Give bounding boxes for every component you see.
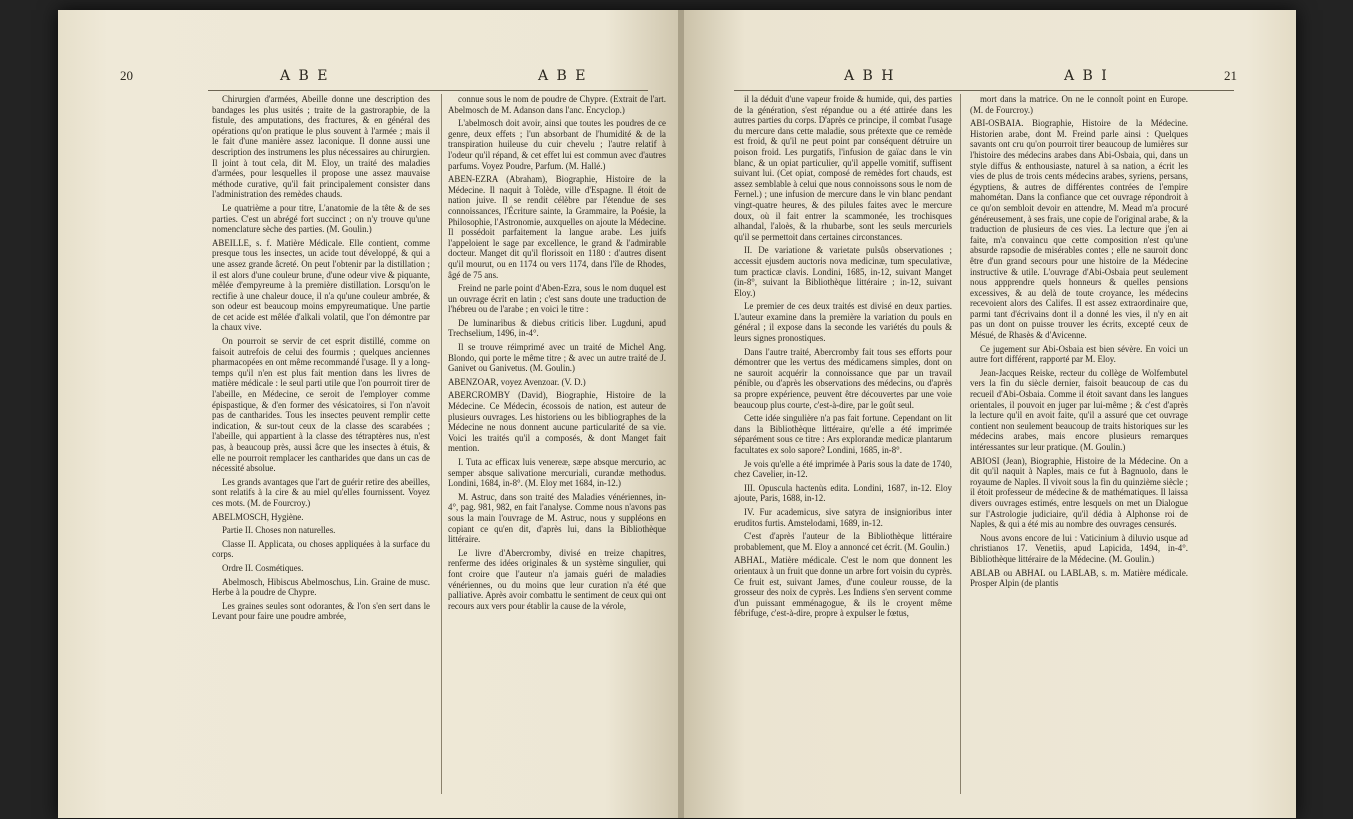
right-page-number: 21 <box>1224 68 1237 83</box>
right-page <box>684 10 1296 818</box>
right-running-head-1: A B H <box>844 68 896 84</box>
left-column-1 <box>212 94 430 804</box>
paragraph: Jean-Jacques Reiske, recteur du collège de Wolfembutel vers la fin du siècle dernier, faisoit beaucoup de cas du recueil d'Abi-Osbaia. Comme il étoit savant dans les langues orientales, il pouvoit en juger par lui-même ; & c'est d'après la lecture qu'il en avoit faite, qu'il a assuré que cet ouvrage contient non seulement beaucoup de traits historiques sur les médecins arabes, mais encore plusieurs remarques intéressantes sur leur pratique. (M. Goulin.) <box>970 367 1188 452</box>
paragraph: Ordre II. Cosmétiques. <box>222 562 304 573</box>
paragraph: Dans l'autre traité, Abercromby fait tous ses efforts pour démontrer que les vertus des médicamens simples, dont on ne sauroit acquérir la connoissance que par un travail pénible, ou d'après les observations des médecins, ou d'après sa propre expérience, peuvent être découvertes par une voie beaucoup plus courte, c'est-à-dire, par le goût seul. <box>734 346 952 410</box>
paragraph: ABEN-EZRA (Abraham), Biographie, Histoire de la Médecine. Il naquit à Tolède, ville d'Espagne. Il étoit de nation juive. Il se rendit célèbre par l'étendue de ses connoissances, l'Écriture sainte, la Grammaire, la Poésie, la Philosophie, l'Astronomie, auxquelles on ajoute la Médecine. Il possédoit parfaitement la langue arabe. Les juifs l'appeloient le sage par excellence, le grand & l'admirable docteur. Manget dit qu'il florissoit en 1180 : d'autres disent qu'il mourut, ou en 1174 ou vers 1174, dans l'île de Rhodes, âgé de 75 ans. <box>448 174 666 280</box>
paragraph: IV. Fur academicus, sive satyra de insignioribus inter eruditos furtis. Amstelodami, 1689, in-12. <box>734 506 952 528</box>
paragraph: ABI-OSBAIA. Biographie, Histoire de la Médecine. Historien arabe, dont M. Freind parle ainsi : Quelques savants ont cru qu'on pourroit tirer beaucoup de lumières sur l'histoire des médecins arabes dans Abi-Osbaia, qui, dans un style diffus & enthousiaste, naturel à sa nation, a écrit les vies de plus de trois cents médecins arabes, syriens, persans, égyptiens, & autres de différentes contrées de l'empire mahométan. Dans la confiance que cet ouvrage répondroit à ce qu'on sembloit devoir en attendre, M. Mead m'a procuré généreusement, à ses frais, une copie de l'original arabe, & la traduction de plusieurs de ces vies. La lecture que j'en ai faite, m'a convaincu que cette composition n'est qu'une absurde rapsodie de misérables contes ; elle ne sauroit donc être d'un grand secours pour une histoire de la Médecine instructive & utile. L'ouvrage d'Abi-Osbaia peut seulement nous appprendre quels honneurs & quelles pensions excessives, & au delà de toute croyance, les médecins recevoient alors des Califes. Il est assez extraordinaire que, parmi tant d'écrivains dont il a donné les vies, il n'y en ait pas un dont on puisse trouver les écrits, excepté ceux de Mésué, de Rhasès & d'Avicenne. <box>970 118 1188 341</box>
paragraph: Classe II. Applicata, ou choses appliquées à la surface du corps. <box>212 538 430 560</box>
left-page <box>58 10 680 818</box>
paragraph: mort dans la matrice. On ne le connoît point en Europe. (M. de Fourcroy.) <box>970 94 1188 115</box>
paragraph: Ce jugement sur Abi-Osbaia est bien sévère. En voici un autre fort différent, rapporté par M. Eloy. <box>970 343 1188 365</box>
left-running-head-1: A B E <box>280 68 330 84</box>
paragraph: C'est d'après l'auteur de la Bibliothèque littéraire probablement, que M. Eloy a annoncé cet écrit. (M. Goulin.) <box>734 531 952 552</box>
paragraph: ABELMOSCH, Hygiène. <box>212 511 304 522</box>
right-column-1 <box>734 94 952 804</box>
left-column-2 <box>448 94 666 804</box>
column-divider <box>960 94 961 794</box>
paragraph: Chirurgien d'armées, Abeille donne une description des bandages les plus usités ; traite de la gastrorapbie, de la fistule, des amputations, des fractures, & en général des opérations qu'on pratique le plus souvent à l'armée ; mais il le fait d'une manière assez laconique. Il donne aussi une description des instrumens les plus nécessaires au chirurgien. Il joint à tout cela, dit M. Eloy, un traité des maladies d'armées, pour lesquelles il propose une assez mauvaise méthode curative, qu'il fait principalement consister dans l'administration des remèdes chauds. <box>212 94 430 200</box>
paragraph: connue sous le nom de poudre de Chypre. (Extrait de l'art. Abelmosch de M. Adanson dans l'anc. Encyclop.) <box>448 94 666 115</box>
paragraph: III. Opuscula hactenùs edita. Londini, 1687, in-12. Eloy ajoute, Paris, 1688, in-12. <box>734 482 952 504</box>
paragraph: Il se trouve réimprimé avec un traité de Michel Ang. Blondo, qui porte le même titre ; & avec un autre traité de J. Ganivet ou Ganivetus. (M. Goulin.) <box>448 342 666 374</box>
left-page-number: 20 <box>120 68 133 83</box>
paragraph: ABLAB ou ABHAL ou LABLAB, s. m. Matière médicale. Prosper Alpin (de plantis <box>970 567 1188 589</box>
paragraph: Le livre d'Abercromby, divisé en treize chapitres, renferme des idées originales & un système singulier, qui font croire que l'auteur n'a jamais guéri de maladies vénériennes, ou du moins que leur curation n'a été que palliative. Après avoir combattu le sentiment de ceux qui ont recours aux vers pour établir la cause de la vérole, <box>448 547 666 611</box>
paragraph: Les grands avantages que l'art de guérir retire des abeilles, sont relatifs à la cire & au miel qu'elles fournissent. Voyez ces mots. (M. de Fourcroy.) <box>212 476 430 508</box>
paragraph: ABEILLE, s. f. Matière Médicale. Elle contient, comme presque tous les insectes, un acide tout développé, & qui a une assez grande âcreté. On peut l'obtenir par la distillation ; il est alors d'une couleur brune, d'une odeur vive & piquante, mêlée d'empyreume à la première distillation. Lorsqu'on le rectifie à une chaleur douce, il n'a qu'une couleur ambrée, & son odeur est beaucoup moins empyreumatique. Une partie de cet acide est mêlée d'alkali volatil, que l'on démontre par la chaux vive. <box>212 237 430 333</box>
paragraph: Nous avons encore de lui : Vaticinium à diluvio usque ad christianos 17. Venetiis, apud Lapicida, 1494, in-4°. Bibliothèque littéraire de la Médecine. (M. Goulin.) <box>970 532 1188 564</box>
open-book-scan <box>58 10 1296 818</box>
paragraph: On pourroit se servir de cet esprit distillé, comme on faisoit autrefois de celui des fourmis ; quelques anciennes pharmacopées en ont même recommandé l'usage. Il y a long-temps qu'il n'en est plus fait mention dans les livres de matière médicale : le seul parti utile que l'on pourroit tirer de l'abeille, en Médecine, ce seroit de l'employer comme épispastique, & d'en former des vésicatoires, si l'on n'avoit pas de cantharides. Tous les insectes peuvent remplir cette indication, & sur-tout ceux de la classe des scarabées ; l'abeille, qui appartient à la classe des tétraptères nus, n'est pas, à beaucoup près, aussi âcre que les insectes à étuis, & elle ne pourroit remplacer les cantharides que dans un cas de nécessité absolue. <box>212 336 430 474</box>
paragraph: ABIOSI (Jean), Biographie, Histoire de la Médecine. On a dit qu'il naquit à Naples, mais ce fut à Bagnuolo, dans le royaume de Naples. Il vivoit sous la fin du quinzième siècle ; il étoit professeur de médecine & de mathématiques. Il laissa divers ouvrages estimés, entre lesquels on met un Dialogue sur l'Astrologie judiciaire, qu'il dédia à Alphonse roi de Naples, & qui a été mis au nombre des ouvrages censurés. <box>970 455 1188 530</box>
paragraph: II. De variatione & varietate pulsûs observationes ; accessit ejusdem auctoris nova medicinæ, tum speculativæ, tum practicæ clavis. Londini, 1685, in-12, suivant Manget (in-8°, suivant la Bibliothèque littéraire ; in-12, suivant Eloy.) <box>734 245 952 298</box>
paragraph: I. Tuta ac efficax luis venereæ, sæpe absque mercurio, ac semper absque salivatione mercuriali, curandæ methodus. Londini, 1684, in-8°. (M. Eloy met 1684, in-12.) <box>448 457 666 489</box>
left-running-head-2: A B E <box>538 68 588 84</box>
paragraph: ABERCROMBY (David), Biographie, Histoire de la Médecine. Ce Médecin, écossois de nation, est auteur de plusieurs ouvrages. Les historiens ou les bibliographes de la Médecine ne nous donnent aucune particularité de sa vie. Voici les traités qu'il a composés, & dont Manget fait mention. <box>448 390 666 454</box>
paragraph: M. Astruc, dans son traité des Maladies vénériennes, in-4°, pag. 981, 982, en fait l'analyse. Comme nous n'avons pas sous la main l'ouvrage de M. Astruc, nous y suppléons en copiant ce qu'en dit, d'après lui, dans la Bibliothèque littéraire. <box>448 491 666 545</box>
column-divider <box>441 94 442 794</box>
paragraph: ABENZOAR, voyez Avenzoar. (V. D.) <box>448 376 586 387</box>
right-column-2 <box>970 94 1188 804</box>
paragraph: Partie II. Choses non naturelles. <box>222 525 336 536</box>
paragraph: Le quatrième a pour titre, L'anatomie de la tête & de ses parties. C'est un abrégé fort succinct ; on n'y trouve qu'une nomenclature sèche des parties. (M. Goulin.) <box>212 202 430 235</box>
paragraph: Je vois qu'elle a été imprimée à Paris sous la date de 1740, chez Cavelier, in-12. <box>734 458 952 480</box>
paragraph: Freind ne parle point d'Aben-Ezra, sous le nom duquel est un ouvrage écrit en latin ; c'est sans doute une traduction de l'hébreu ou de l'arabe ; en voici le titre : <box>448 283 666 315</box>
paragraph: L'abelmosch doit avoir, ainsi que toutes les poudres de ce genre, deux effets ; l'un absorbant de l'humidité & de la transpiration huileuse du cuir chevelu ; l'autre relatif à l'odeur qu'il répand, & cet effet lui est commun avec d'autres parfums. Voyez Poudre, Parfum. (M. Hallé.) <box>448 118 666 171</box>
paragraph: il la déduit d'une vapeur froide & humide, qui, des parties de la génération, s'est répandue ou a été attirée dans les autres parties du corps. D'après ce principe, il combat l'usage du mercure dans cette maladie, sous prétexte que ce remède est froid, & qu'il ne peut point par conséquent détruire un poison froid. Les purgatifs, l'infusion de gaïac dans le vin blanc, & un opiat particulier, qu'il appelle vomitif, suffisent suivant lui. (Cet opiat, composé de remèdes fort chauds, est assez semblable à celui que nous connoissons sous le nom de Fernel.) ; une infusion de mercure dans le vin blanc pendant vingt-quatre heures, & des pilules faites avec le mercure doux, où il fait entrer la scammonée, les trochisques alhandal, l'aloès, & la rhubarbe, sont les seuls mercuriels qu'il se permettoit dans certaines circonstances. <box>734 94 952 242</box>
header-rule <box>208 90 648 91</box>
paragraph: Le premier de ces deux traités est divisé en deux parties. L'auteur examine dans la première la variation du pouls en général ; il expose dans la seconde les variétés du pouls & leurs signes pronostiques. <box>734 301 952 344</box>
paragraph: Abelmosch, Hibiscus Abelmoschus, Lin. Graine de musc. Herbe à la poudre de Chypre. <box>212 576 430 598</box>
paragraph: Les graines seules sont odorantes, & l'on s'en sert dans le Levant pour faire une poudre ambrée, <box>212 600 430 622</box>
right-running-head-2: A B I <box>1064 68 1109 84</box>
header-rule <box>734 90 1234 91</box>
paragraph: ABHAL, Matière médicale. C'est le nom que donnent les orientaux à un fruit que donne un arbre fort voisin du cyprès. Ce fruit est, suivant James, d'une couleur rousse, de la grosseur des noix de cyprès. Les Indiens s'en servent comme d'un puissant emménagogue, & ils le croyent même fébrifuge, c'est-à-dire, propre à expulser le fœtus, <box>734 555 952 619</box>
paragraph: De luminaribus & diebus criticis liber. Lugduni, apud Trechselium, 1496, in-4°. <box>448 317 666 339</box>
paragraph: Cette idée singulière n'a pas fait fortune. Cependant on lit dans la Bibliothèque littéraire, qu'elle a été imprimée séparément sous ce titre : Ars explorandæ medicæ plantarum facultates ex solo sapore? Londini, 1685, in-8°. <box>734 413 952 455</box>
